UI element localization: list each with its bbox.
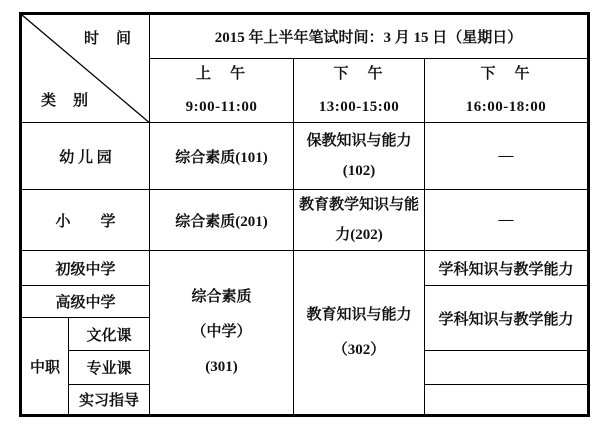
category-kindergarten: 幼 儿 园 <box>21 123 150 190</box>
junior-high-evening-subject: 学科知识与教学能力 <box>425 251 589 286</box>
vocational-professional-evening-empty <box>425 351 589 385</box>
vocational-internship-evening-empty <box>425 385 589 416</box>
table-row <box>21 123 589 190</box>
corner-category-label: 类 别 <box>41 93 90 109</box>
category-junior-high: 初级中学 <box>21 251 150 286</box>
secondary-morning-subject: 综合素质 （中学） (301) <box>150 251 294 416</box>
table-row <box>21 251 589 286</box>
column-header-afternoon1 <box>294 59 425 123</box>
vocational-subrow-culture: 文化课 <box>69 318 150 351</box>
primary-morning-subject: 综合素质(201) <box>150 190 294 251</box>
kindergarten-afternoon-subject: 保教知识与能力 (102) <box>294 123 425 190</box>
table-row <box>21 190 589 251</box>
vocational-subrow-professional: 专业课 <box>69 351 150 385</box>
period-label: 下 午 <box>333 65 385 82</box>
category-primary: 小 学 <box>21 190 150 251</box>
exam-date-title: 2015 年上半年笔试时间：3 月 15 日（星期日） <box>150 14 589 59</box>
column-header-afternoon2 <box>425 59 589 123</box>
time-range: 9:00-11:00 <box>185 98 258 115</box>
primary-evening-none: — <box>425 190 589 251</box>
category-senior-high: 高级中学 <box>21 286 150 318</box>
vocational-subrow-internship: 实习指导 <box>69 385 150 416</box>
period-label: 上 午 <box>195 65 247 82</box>
primary-afternoon-subject: 教育教学知识与能 力(202) <box>294 190 425 251</box>
secondary-afternoon-subject: 教育知识与能力 （302） <box>294 251 425 416</box>
column-header-morning <box>150 59 294 123</box>
time-range: 16:00-18:00 <box>465 98 547 115</box>
corner-cell <box>21 14 150 123</box>
exam-schedule-table <box>19 12 590 417</box>
corner-time-label: 时 间 <box>83 31 132 47</box>
period-label: 下 午 <box>480 65 532 82</box>
senior-high-evening-subject: 学科知识与教学能力 <box>425 286 589 351</box>
kindergarten-morning-subject: 综合素质(101) <box>150 123 294 190</box>
time-range: 13:00-15:00 <box>318 98 400 115</box>
category-vocational: 中职 <box>21 318 69 416</box>
kindergarten-evening-none: — <box>425 123 589 190</box>
